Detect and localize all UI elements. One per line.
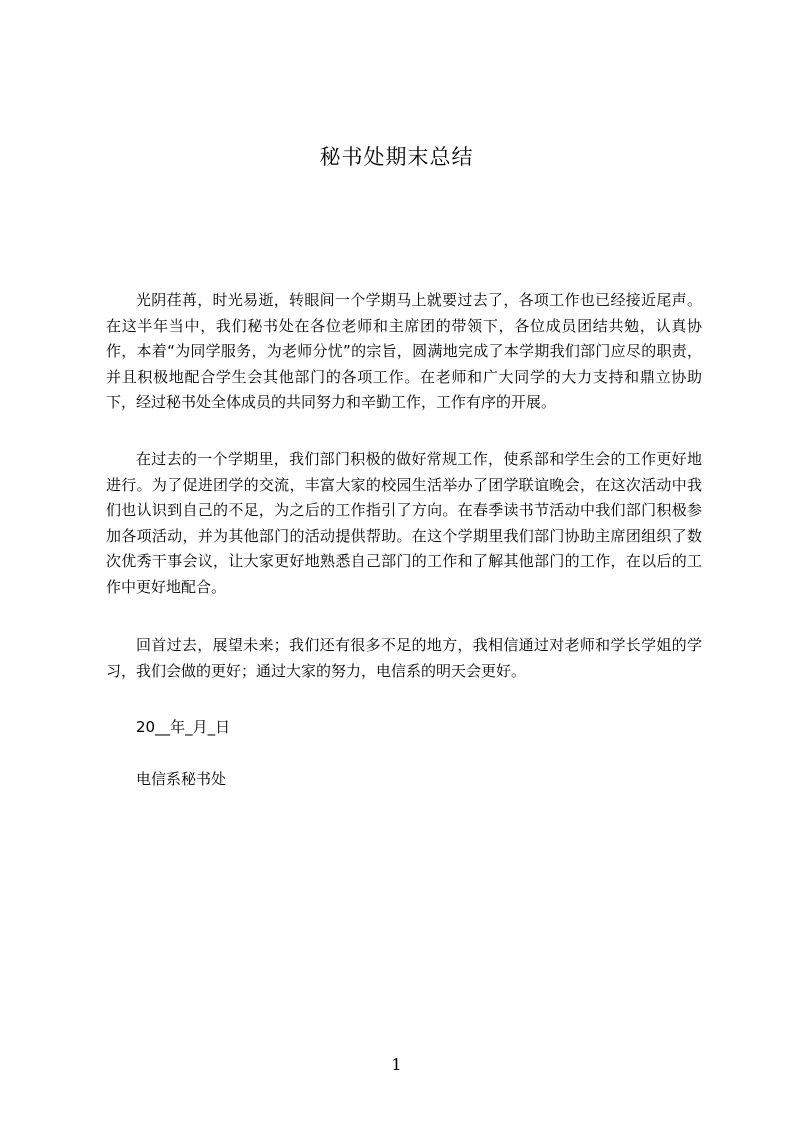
paragraph-text: 回首过去，展望未来；我们还有很多不足的地方，我相信通过对老师和学长学姐的学习，我们会做的更好；通过大家的努力，电信系的明天会更好。 xyxy=(106,636,702,680)
paragraph-outlook xyxy=(106,633,702,684)
paragraph-text: 光阴荏苒，时光易逝，转眼间一个学期马上就要过去了，各项工作也已经接近尾声。在这半年当中，我们秘书处在各位老师和主席团的带领下，各位成员团结共勉，认真协作，本着“为同学服务，为老师分忧”的宗旨，圆满地完成了本学期我们部门应尽的职责，并且积极地配合学生会其他部门的各项工作。在老师和广大同学的大力支持和鼎立协助下，经过秘书处全体成员的共同努力和辛勤工作，工作有序的开展。 xyxy=(106,291,702,411)
paragraph-summary xyxy=(106,288,702,416)
paragraph-text: 在过去的一个学期里，我们部门积极的做好常规工作，使系部和学生会的工作更好地进行。为了促进团学的交流，丰富大家的校园生活举办了团学联谊晚会，在这次活动中我们也认识到自己的不足，为之后的工作指引了方向。在春季读书节活动中我们部门积极参加各项活动，并为其他部门的活动提供帮助。在这个学期里我们部门协助主席团组织了数次优秀干事会议，让大家更好地熟悉自己部门的工作和了解其他部门的工作，在以后的工作中更好地配合。 xyxy=(106,450,702,596)
document-title: 秘书处期末总结 xyxy=(319,145,474,169)
page-number: 1 xyxy=(391,1055,402,1074)
paragraph-activities xyxy=(106,447,702,600)
date-line: 20__年_月_日 xyxy=(136,718,231,736)
signature: 电信系秘书处 xyxy=(136,770,227,788)
